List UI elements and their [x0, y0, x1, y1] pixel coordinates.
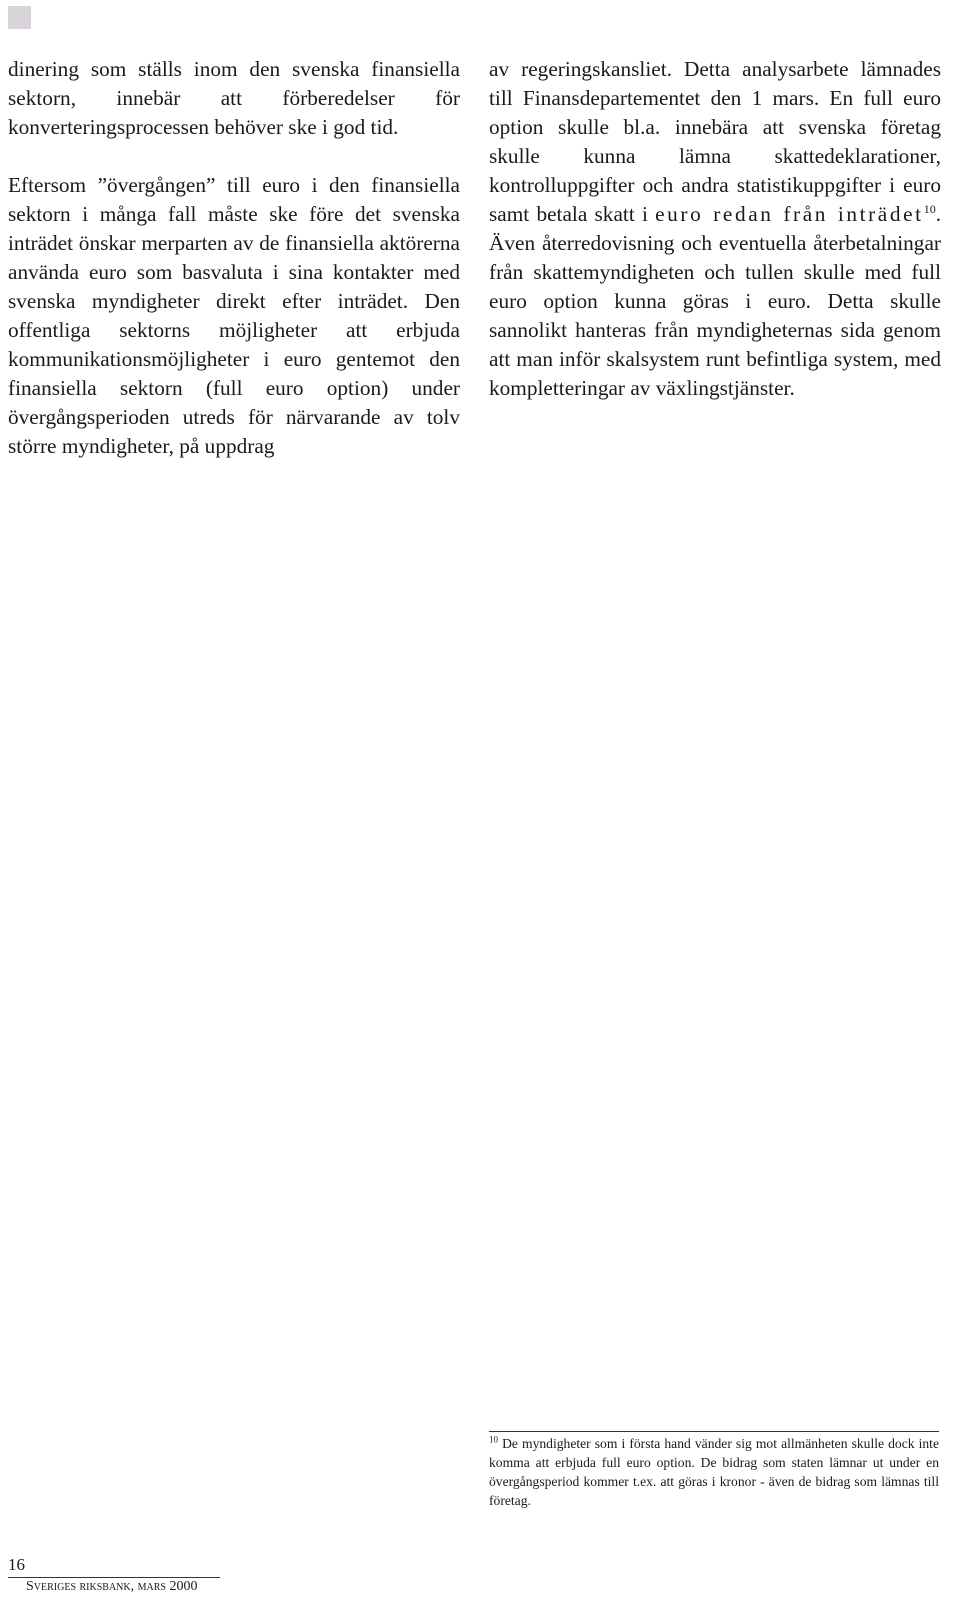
right-column: [489, 55, 941, 403]
right-paragraph-1-part-a: av regeringskansliet. Detta analysarbete lämnades till Finansdepartementet den 1 mars. En full euro option skulle bl.a. innebära att svenska företag skulle kunna lämna skattedeklarationer, kontrolluppgifter och andra statistikuppgifter i euro samt betala skatt i: [489, 57, 941, 226]
footnote: [489, 1431, 939, 1510]
right-paragraph-1-part-b: . Även återredovisning och eventuella återbetalningar från skattemyndigheten och tullen skulle med full euro option kunna göras i euro. Detta skulle sannolikt hanteras från myndigheternas sida genom att man inför skalsystem runt befintliga system, med kompletteringar av växlingstjänster.: [489, 202, 942, 400]
left-paragraph-1: dinering som ställs inom den svenska finansiella sektorn, innebär att förberedelser för konverteringsprocessen behöver ske i god tid.: [8, 57, 460, 139]
right-paragraph-1-spaced: euro redan från inträdet: [655, 202, 924, 226]
left-paragraph-2: Eftersom ”övergången” till euro i den finansiella sektorn i många fall måste ske före det svenska inträdet önskar merparten av de finansiella aktörerna använda euro som basvaluta i sina kontakter med svenska myndigheter direkt efter inträdet. Den offentliga sektorns möjligheter att erbjuda kommunikationsmöjligheter i euro gentemot den finansiella sektorn (full euro option) under övergångsperioden utreds för närvarande av tolv större myndigheter, på uppdrag: [8, 173, 460, 458]
footnote-text: De myndigheter som i första hand vänder sig mot allmänheten skulle dock inte komma att erbjuda full euro option. De bidrag som staten lämnar ut under en övergångsperiod kommer t.ex. att göras i kronor - även de bidrag som lämnas till företag.: [489, 1436, 939, 1508]
running-footer: Sveriges riksbank, mars 2000: [8, 1577, 220, 1595]
page-number: 16: [8, 1555, 25, 1574]
right-paragraph-1: [489, 55, 941, 403]
corner-mark: [8, 6, 31, 29]
footnote-reference[interactable]: 10: [923, 201, 936, 216]
left-column: [8, 55, 460, 461]
footnote-marker: 10: [489, 1434, 498, 1445]
